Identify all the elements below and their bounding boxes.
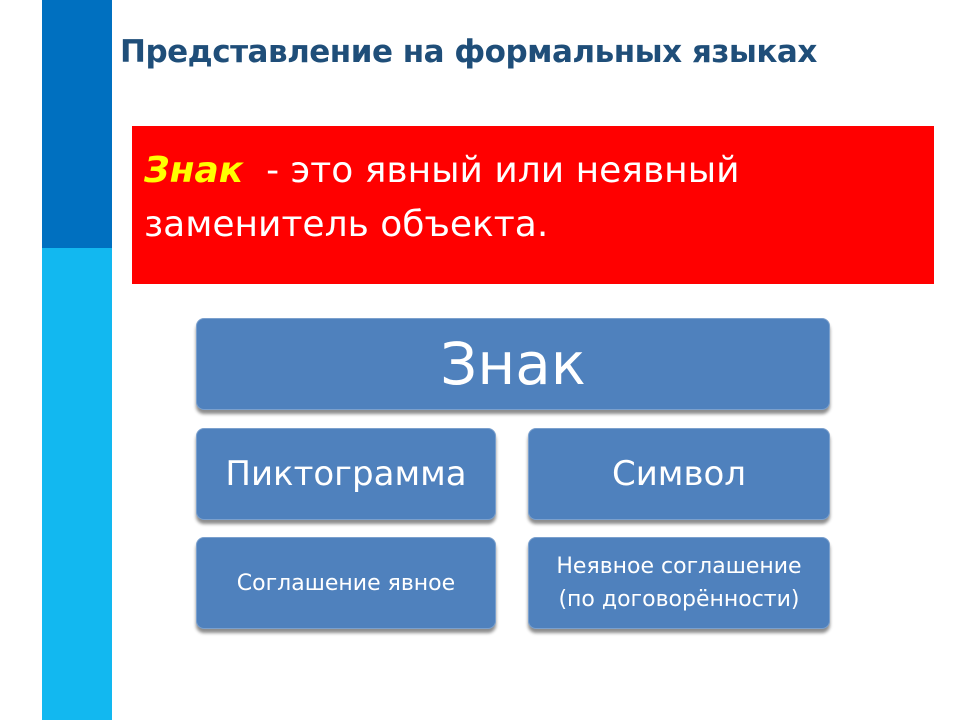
definition-term: Знак [144,150,244,191]
diagram-root-node [196,318,830,410]
root-node-label: Знак [440,330,586,398]
symbol-label: Символ [611,454,747,494]
slide-title: Представление на формальных языках [120,34,817,70]
diagram-node-symbol [528,428,830,520]
diagram-node-pictogram [196,428,496,520]
diagram-note-implicit [528,537,830,629]
pictogram-label: Пиктограмма [225,454,467,494]
implicit-note-text [556,550,801,616]
diagram-note-explicit [196,537,496,629]
accent-bar-bottom [42,248,112,720]
definition-text [144,144,922,252]
definition-line-1: - это явный или неявный [243,150,740,191]
implicit-note-line-2: (по договорённости) [558,587,800,612]
explicit-note-label: Соглашение явное [236,570,456,596]
implicit-note-line-1: Неявное соглашение [556,554,802,579]
definition-box [132,126,934,284]
accent-bar-top [42,0,112,248]
definition-line-2: заменитель объекта. [144,204,549,245]
